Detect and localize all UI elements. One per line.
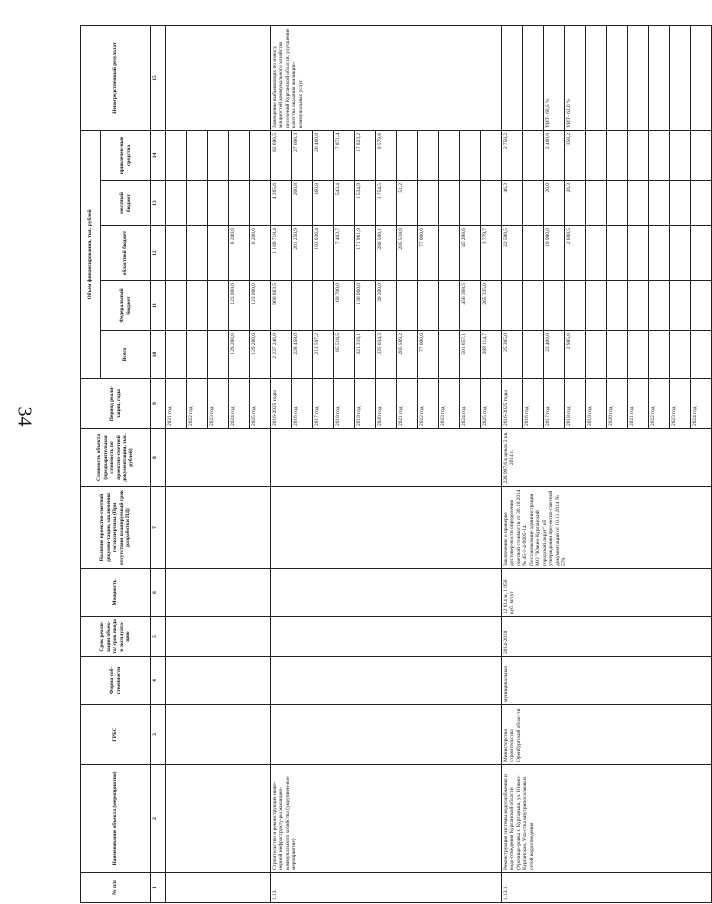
cell-federal: 456 368,5 bbox=[460, 281, 481, 331]
cell-period: 2023 год bbox=[670, 379, 691, 429]
table-row bbox=[166, 25, 187, 902]
table-row bbox=[271, 25, 292, 902]
header-psd: Наличие проектно-сметной докумен-тации, заключения госэкспертизы (При отсутствии планируемый срок разработки ПД) bbox=[81, 487, 151, 569]
cell-result bbox=[523, 25, 544, 130]
cell-extra bbox=[187, 130, 208, 180]
cell-extra bbox=[649, 130, 670, 180]
col-num: 8 bbox=[151, 429, 166, 487]
cell-extra: 2 400,0 bbox=[544, 130, 565, 180]
cell-federal: 39 200,0 bbox=[376, 281, 397, 331]
cell-federal bbox=[187, 281, 208, 331]
cell-total bbox=[691, 331, 712, 379]
cell-period: 2017 год bbox=[313, 379, 334, 429]
cell-total bbox=[649, 331, 670, 379]
empty-cell bbox=[271, 657, 502, 705]
col-num: 15 bbox=[151, 25, 166, 130]
cell-total: 2 985,0 bbox=[565, 331, 586, 379]
header-financing: Объем финансирования, тыс. рублей bbox=[81, 130, 101, 378]
cell-extra bbox=[628, 130, 649, 180]
empty-cell bbox=[166, 429, 271, 487]
empty-cell bbox=[166, 487, 271, 569]
cell-regional: 3 779,7 bbox=[481, 226, 502, 281]
cell-total: 269 114,7 bbox=[481, 331, 502, 379]
cell-federal bbox=[292, 281, 313, 331]
cell-local bbox=[607, 181, 628, 226]
header-local: местный бюджет bbox=[101, 181, 151, 226]
col-num: 13 bbox=[151, 181, 166, 226]
header-number: № п/п bbox=[81, 873, 151, 903]
cell-regional: 7 403,7 bbox=[334, 226, 355, 281]
header-result: Непосредственный результат bbox=[81, 25, 151, 130]
cell-extra bbox=[607, 130, 628, 180]
row-number: 1.13.1. bbox=[502, 873, 712, 903]
cell-local: 160,8 bbox=[313, 181, 334, 226]
cell-regional: 22 580,5 bbox=[502, 226, 523, 281]
header-name: Наименование объекта (мероприятия) bbox=[81, 765, 151, 873]
empty-cell bbox=[166, 705, 271, 765]
cell-regional bbox=[208, 226, 229, 281]
cell-total bbox=[586, 331, 607, 379]
col-num: 7 bbox=[151, 487, 166, 569]
cell-federal: 960 603,5 bbox=[271, 281, 292, 331]
cell-result bbox=[607, 25, 628, 130]
cell-total: 25 385,0 bbox=[502, 331, 523, 379]
cell-federal bbox=[607, 281, 628, 331]
implementation-term: 2014-2018 bbox=[502, 617, 712, 657]
cell-federal bbox=[523, 281, 544, 331]
cell-period: 2025 год bbox=[250, 379, 271, 429]
cell-total bbox=[187, 331, 208, 379]
empty-cell bbox=[271, 487, 502, 569]
cell-extra bbox=[208, 130, 229, 180]
cell-result bbox=[586, 25, 607, 130]
col-num: 4 bbox=[151, 657, 166, 705]
header-extra: привлечен-ные средства bbox=[101, 130, 151, 180]
cell-total bbox=[628, 331, 649, 379]
cell-extra bbox=[250, 130, 271, 180]
cell-local bbox=[229, 181, 250, 226]
cell-federal: 123 000,0 bbox=[250, 281, 271, 331]
cell-total bbox=[607, 331, 628, 379]
cell-extra: 82 680,5 bbox=[271, 130, 292, 180]
cell-local: 20,0 bbox=[544, 181, 565, 226]
grbs: Министерство строительства Оренбургской облас-ти bbox=[502, 705, 712, 765]
object-cost: 228 997,6 в ценах 2 кв. 2014 г. bbox=[502, 429, 712, 487]
empty-cell bbox=[166, 569, 271, 617]
cell-extra bbox=[670, 130, 691, 180]
cell-federal: 69 700,0 bbox=[334, 281, 355, 331]
cell-federal bbox=[166, 281, 187, 331]
cell-federal: 130 000,0 bbox=[355, 281, 376, 331]
cell-total bbox=[523, 331, 544, 379]
cell-local: 4 265,6 bbox=[271, 181, 292, 226]
empty-cell bbox=[271, 705, 502, 765]
cell-local: 200,8 bbox=[292, 181, 313, 226]
cell-regional: 6 200,0 bbox=[250, 226, 271, 281]
cell-regional bbox=[523, 226, 544, 281]
cell-total: 85 518,5 bbox=[334, 331, 355, 379]
col-num: 9 bbox=[151, 379, 166, 429]
header-grbs: ГРБС bbox=[81, 705, 151, 765]
cell-regional: 193 036,4 bbox=[313, 226, 334, 281]
cell-federal bbox=[586, 281, 607, 331]
cell-total: 213 597,2 bbox=[313, 331, 334, 379]
cell-federal bbox=[628, 281, 649, 331]
cell-local: 1 754,5 bbox=[376, 181, 397, 226]
row-number: 1.13. bbox=[271, 873, 502, 903]
col-num: 12 bbox=[151, 226, 166, 281]
cell-regional bbox=[607, 226, 628, 281]
cell-local bbox=[250, 181, 271, 226]
financing-table bbox=[80, 25, 712, 903]
cell-result bbox=[628, 25, 649, 130]
cell-local bbox=[670, 181, 691, 226]
cell-extra bbox=[439, 130, 460, 180]
cell-extra bbox=[418, 130, 439, 180]
cell-extra: 9 579,6 bbox=[376, 130, 397, 180]
cell-result bbox=[649, 25, 670, 130]
cell-period: 2021 год bbox=[628, 379, 649, 429]
cell-local bbox=[628, 181, 649, 226]
empty-cell bbox=[166, 765, 271, 873]
table-row bbox=[502, 25, 523, 902]
header-total: Всего bbox=[101, 331, 151, 379]
empty-cell bbox=[166, 617, 271, 657]
cell-extra: 7 871,4 bbox=[334, 130, 355, 180]
header-period: Период реали-зации, годы bbox=[81, 379, 151, 429]
cell-period: 2024 год bbox=[691, 379, 712, 429]
col-num: 3 bbox=[151, 705, 166, 765]
cell-period: 2019 год bbox=[355, 379, 376, 429]
psd-info: Заключение о проверке достовер-ности определения сметной стоимости от 30.10.2014 № 45-1-4-0005-14. Постановление администрации МО "Южно-Курганский городской округ" об утверждении про-ектно-сметной документации от 10.11.2014 № 578. bbox=[502, 487, 712, 569]
cell-local: 543,4 bbox=[334, 181, 355, 226]
cell-total: 205 569,2 bbox=[397, 331, 418, 379]
empty-cell bbox=[271, 429, 502, 487]
cell-period: 2023 год bbox=[208, 379, 229, 429]
cell-extra bbox=[481, 130, 502, 180]
cell-period: 2022 год bbox=[418, 379, 439, 429]
cell-total bbox=[208, 331, 229, 379]
cell-extra bbox=[229, 130, 250, 180]
cell-total: 22 400,0 bbox=[544, 331, 565, 379]
header-cost: Стоимость объекта (предварительная стоимость по проектно-сметной документации, тыс. рублей) bbox=[81, 429, 151, 487]
cell-period: 2016-2025 годы bbox=[271, 379, 292, 429]
cell-result bbox=[691, 25, 712, 130]
cell-local: 1 534,9 bbox=[355, 181, 376, 226]
cell-local bbox=[460, 181, 481, 226]
cell-extra: 20 400,0 bbox=[313, 130, 334, 180]
cell-regional: 171 961,9 bbox=[355, 226, 376, 281]
empty-cell bbox=[166, 873, 271, 903]
cell-federal bbox=[313, 281, 334, 331]
cell-result bbox=[166, 25, 271, 130]
cell-period: 2024 год bbox=[229, 379, 250, 429]
empty-cell bbox=[166, 657, 271, 705]
cell-period: 2024 год bbox=[460, 379, 481, 429]
col-num: 6 bbox=[151, 569, 166, 617]
cell-period: 2016 год bbox=[523, 379, 544, 429]
cell-regional: 286 500,1 bbox=[376, 226, 397, 281]
col-num: 5 bbox=[151, 617, 166, 657]
cell-federal bbox=[670, 281, 691, 331]
column-numbers-row bbox=[151, 25, 166, 902]
cell-result: УИТ- 62,0 % bbox=[565, 25, 586, 130]
cell-result bbox=[502, 25, 523, 130]
cell-local bbox=[523, 181, 544, 226]
cell-period: 2019 год bbox=[586, 379, 607, 429]
cell-federal bbox=[418, 281, 439, 331]
cell-regional: 205 518,0 bbox=[397, 226, 418, 281]
cell-extra bbox=[397, 130, 418, 180]
object-name: Строительство и реконструкция инже-нерной инфраструкту-ры жилищно-коммунального хозяйства (укрупнен-ное мероприятие) bbox=[271, 765, 502, 873]
object-name: Реконструкция системы водоснабжения и водо-отведения Курганской области (Урочище-ровка г. Куртамыш, ул. Южно-Курганская, Уча-стка внутрипоселковых сетей водоотведения bbox=[502, 765, 712, 873]
cell-local: 51,2 bbox=[397, 181, 418, 226]
cell-total: 228 458,0 bbox=[292, 331, 313, 379]
cell-local bbox=[586, 181, 607, 226]
col-num: 1 bbox=[151, 873, 166, 903]
cell-total: 2 237 246,0 bbox=[271, 331, 292, 379]
cell-regional: 201 250,9 bbox=[292, 226, 313, 281]
cell-extra: 2 758,2 bbox=[502, 130, 523, 180]
cell-local bbox=[208, 181, 229, 226]
col-num: 11 bbox=[151, 281, 166, 331]
cell-regional bbox=[187, 226, 208, 281]
cell-regional bbox=[628, 226, 649, 281]
header-federal: Федеральный бюджет bbox=[101, 281, 151, 331]
cell-period: 2021 год bbox=[166, 379, 187, 429]
cell-extra: 27 006,3 bbox=[292, 130, 313, 180]
cell-regional: 19 980,0 bbox=[544, 226, 565, 281]
cell-federal bbox=[691, 281, 712, 331]
cell-extra: 358,2 bbox=[565, 130, 586, 180]
cell-federal: 123 000,0 bbox=[229, 281, 250, 331]
cell-result: УИТ- 60,5 % bbox=[544, 25, 565, 130]
cell-regional bbox=[586, 226, 607, 281]
cell-local bbox=[481, 181, 502, 226]
cell-local bbox=[187, 181, 208, 226]
cell-result: Замещение выбывающих по износу мощностей коммунального хозяйства поселений Курганской области, улучшение качества оказания жилищно-коммунальных услуг bbox=[271, 25, 502, 130]
cell-local: 46,3 bbox=[502, 181, 523, 226]
cell-regional bbox=[649, 226, 670, 281]
cell-regional: 45 288,6 bbox=[460, 226, 481, 281]
cell-federal bbox=[397, 281, 418, 331]
rotated-table-area bbox=[80, 26, 698, 903]
cell-federal bbox=[439, 281, 460, 331]
cell-regional: 1 189 718,4 bbox=[271, 226, 292, 281]
cell-period: 2017 год bbox=[544, 379, 565, 429]
header-ownership: Форма соб-ственности bbox=[81, 657, 151, 705]
cell-regional bbox=[439, 226, 460, 281]
header-term: Срок реали-зации объек-та/ срок ввода в эксплуата-цию bbox=[81, 617, 151, 657]
header-regional: областной бюджет bbox=[101, 226, 151, 281]
cell-federal bbox=[544, 281, 565, 331]
cell-extra bbox=[586, 130, 607, 180]
cell-total: 321 319,1 bbox=[355, 331, 376, 379]
cell-regional: 77 000,0 bbox=[418, 226, 439, 281]
page-number: 34 bbox=[13, 406, 36, 427]
cell-period: 2021 год bbox=[397, 379, 418, 429]
cell-period: 2018 год bbox=[334, 379, 355, 429]
cell-period: 2025 год bbox=[481, 379, 502, 429]
cell-federal: 265 335,0 bbox=[481, 281, 502, 331]
cell-regional bbox=[670, 226, 691, 281]
cell-local bbox=[649, 181, 670, 226]
cell-total: 335 034,3 bbox=[376, 331, 397, 379]
cell-federal bbox=[502, 281, 523, 331]
cell-period: 2022 год bbox=[187, 379, 208, 429]
cell-local bbox=[418, 181, 439, 226]
cell-period: 2016 год bbox=[292, 379, 313, 429]
empty-cell bbox=[271, 617, 502, 657]
cell-period: 2016-2025 годы bbox=[502, 379, 523, 429]
cell-total: 501 657,1 bbox=[460, 331, 481, 379]
cell-local bbox=[166, 181, 187, 226]
cell-extra: 17 823,2 bbox=[355, 130, 376, 180]
cell-local: 26,3 bbox=[565, 181, 586, 226]
cell-local bbox=[439, 181, 460, 226]
cell-total: 129 200,0 bbox=[229, 331, 250, 379]
col-num: 10 bbox=[151, 331, 166, 379]
cell-extra bbox=[691, 130, 712, 180]
empty-cell bbox=[271, 569, 502, 617]
ownership-form: муниципальная bbox=[502, 657, 712, 705]
cell-regional bbox=[691, 226, 712, 281]
cell-total: 129 200,0 bbox=[250, 331, 271, 379]
cell-extra bbox=[460, 130, 481, 180]
cell-total bbox=[670, 331, 691, 379]
cell-total bbox=[439, 331, 460, 379]
cell-period: 2020 год bbox=[607, 379, 628, 429]
col-num: 2 bbox=[151, 765, 166, 873]
cell-federal bbox=[649, 281, 670, 331]
cell-period: 2022 год bbox=[649, 379, 670, 429]
cell-local bbox=[691, 181, 712, 226]
cell-result bbox=[670, 25, 691, 130]
cell-extra bbox=[166, 130, 187, 180]
cell-total: 77 000,0 bbox=[418, 331, 439, 379]
cell-period: 2020 год bbox=[376, 379, 397, 429]
cell-regional: 2 600,5 bbox=[565, 226, 586, 281]
cell-regional bbox=[166, 226, 187, 281]
cell-total bbox=[166, 331, 187, 379]
header-capacity: Мощность bbox=[81, 569, 151, 617]
cell-period: 2023 год bbox=[439, 379, 460, 429]
cell-regional: 6 200,0 bbox=[229, 226, 250, 281]
cell-federal bbox=[565, 281, 586, 331]
col-num: 14 bbox=[151, 130, 166, 180]
cell-period: 2018 год bbox=[565, 379, 586, 429]
cell-extra bbox=[523, 130, 544, 180]
cell-federal bbox=[208, 281, 229, 331]
capacity: 12 614 м, 1 050 куб. м/сут bbox=[502, 569, 712, 617]
